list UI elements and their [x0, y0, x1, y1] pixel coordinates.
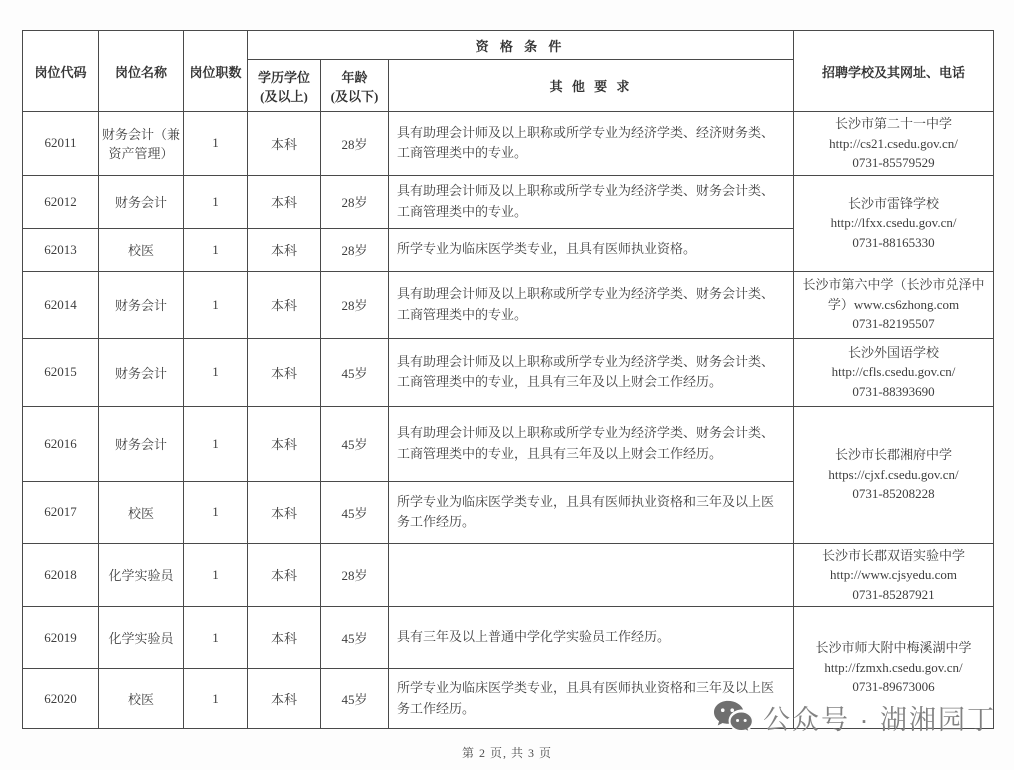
cell-count: 1 [184, 228, 248, 271]
cell-age: 45岁 [321, 406, 389, 481]
cell-school-contact [794, 406, 994, 543]
header-name: 岗位名称 [99, 31, 184, 112]
cell-age: 45岁 [321, 338, 389, 406]
school-line: 长沙市长郡湘府中学 [835, 447, 953, 463]
cell-age: 45岁 [321, 607, 389, 669]
cell-name: 化学实验员 [99, 607, 184, 669]
header-count: 岗位职数 [184, 31, 248, 112]
school-line: 长沙市雷锋学校 [848, 195, 940, 211]
table-header [23, 31, 994, 112]
cell-other-requirements: 具有助理会计师及以上职称或所学专业为经济学类、财务会计类、工商管理类中的专业，且具有三年及以上财会工作经历。 [389, 338, 794, 406]
cell-education: 本科 [248, 607, 321, 669]
cell-other-requirements: 具有助理会计师及以上职称或所学专业为经济学类、财务会计类、工商管理类中的专业。 [389, 175, 794, 228]
header-education-line1: 学历学位 [257, 69, 310, 85]
cell-code: 62020 [23, 669, 99, 729]
cell-age: 28岁 [321, 175, 389, 228]
school-line: 0731-85579529 [852, 155, 935, 170]
school-line: 0731-82195507 [852, 316, 935, 332]
school-line: 长沙外国语学校 [848, 344, 940, 360]
cell-other-requirements: 所学专业为临床医学类专业，且具有医师执业资格和三年及以上医务工作经历。 [389, 669, 794, 729]
header-row-1 [23, 31, 994, 60]
cell-age: 28岁 [321, 543, 389, 607]
cell-education: 本科 [248, 481, 321, 543]
cell-education: 本科 [248, 228, 321, 271]
school-line: 长沙市长郡双语实验中学 [822, 547, 966, 563]
cell-count: 1 [184, 481, 248, 543]
cell-age: 45岁 [321, 481, 389, 543]
watermark [712, 698, 996, 737]
cell-education: 本科 [248, 112, 321, 176]
school-line: http://cs21.csedu.gov.cn/ [829, 135, 958, 151]
cell-name: 校医 [99, 669, 184, 729]
school-line: 长沙市第六中学（长沙市兑泽中学）www.cs6zhong.com [802, 277, 985, 312]
watermark-text: 公众号 · 湖湘园丁 [763, 705, 996, 735]
school-line: 长沙市师大附中梅溪湖中学 [815, 640, 972, 656]
table-row [23, 112, 994, 176]
cell-name: 化学实验员 [99, 543, 184, 607]
cell-count: 1 [184, 669, 248, 729]
school-line: 0731-85287921 [852, 586, 935, 602]
cell-name: 校医 [99, 228, 184, 271]
cell-name: 财务会计 [99, 271, 184, 338]
cell-code: 62019 [23, 607, 99, 669]
cell-age: 28岁 [321, 271, 389, 338]
table-row [23, 543, 994, 607]
cell-code: 62015 [23, 338, 99, 406]
cell-other-requirements: 具有助理会计师及以上职称或所学专业为经济学类、财务会计类、工商管理类中的专业，且具有三年及以上财会工作经历。 [389, 406, 794, 481]
cell-code: 62012 [23, 175, 99, 228]
school-line: http://fzmxh.csedu.gov.cn/ [824, 659, 963, 675]
cell-other-requirements: 所学专业为临床医学类专业，且具有医师执业资格和三年及以上医务工作经历。 [389, 481, 794, 543]
school-line: 长沙市第二十一中学 [835, 116, 953, 131]
cell-school-contact [794, 175, 994, 271]
cell-name: 财务会计 [99, 406, 184, 481]
cell-count: 1 [184, 338, 248, 406]
cell-count: 1 [184, 607, 248, 669]
cell-school-contact [794, 543, 994, 607]
table-body [23, 112, 994, 729]
cell-age: 45岁 [321, 669, 389, 729]
school-line: 0731-88165330 [852, 234, 935, 250]
wechat-icon [712, 699, 754, 737]
cell-name: 财务会计（兼资产管理） [99, 112, 184, 176]
cell-other-requirements: 具有助理会计师及以上职称或所学专业为经济学类、财务会计类、工商管理类中的专业。 [389, 271, 794, 338]
cell-education: 本科 [248, 271, 321, 338]
cell-count: 1 [184, 112, 248, 176]
cell-other-requirements: 具有三年及以上普通中学化学实验员工作经历。 [389, 607, 794, 669]
school-line: 0731-88393690 [852, 383, 935, 399]
school-line: http://www.cjsyedu.com [830, 567, 957, 582]
cell-education: 本科 [248, 175, 321, 228]
header-other: 其 他 要 求 [389, 60, 794, 112]
page-number: 第 2 页, 共 3 页 [461, 746, 552, 760]
header-qualification-group: 资 格 条 件 [248, 31, 794, 60]
cell-age: 28岁 [321, 228, 389, 271]
cell-education: 本科 [248, 669, 321, 729]
table-row [23, 338, 994, 406]
cell-count: 1 [184, 543, 248, 607]
header-school: 招聘学校及其网址、电话 [794, 31, 994, 112]
cell-name: 财务会计 [99, 175, 184, 228]
table-row [23, 175, 994, 228]
cell-other-requirements: 所学专业为临床医学类专业，且具有医师执业资格。 [389, 228, 794, 271]
cell-code: 62011 [23, 112, 99, 176]
cell-education: 本科 [248, 543, 321, 607]
school-line: 0731-85208228 [852, 486, 935, 502]
cell-code: 62017 [23, 481, 99, 543]
cell-code: 62013 [23, 228, 99, 271]
job-table [22, 30, 994, 729]
table-row [23, 406, 994, 481]
header-age-line1: 年龄 [341, 69, 368, 85]
header-age [321, 60, 389, 112]
cell-code: 62016 [23, 406, 99, 481]
cell-school-contact [794, 271, 994, 338]
cell-education: 本科 [248, 406, 321, 481]
school-line: https://cjxf.csedu.gov.cn/ [828, 466, 959, 482]
header-code: 岗位代码 [23, 31, 99, 112]
table-row [23, 271, 994, 338]
cell-count: 1 [184, 271, 248, 338]
school-line: http://cfls.csedu.gov.cn/ [831, 364, 956, 380]
school-line: http://lfxx.csedu.gov.cn/ [830, 215, 957, 231]
cell-other-requirements: 具有助理会计师及以上职称或所学专业为经济学类、经济财务类、工商管理类中的专业。 [389, 112, 794, 176]
cell-education: 本科 [248, 338, 321, 406]
cell-age: 28岁 [321, 112, 389, 176]
cell-count: 1 [184, 175, 248, 228]
header-education [248, 60, 321, 112]
table-row [23, 607, 994, 669]
cell-name: 校医 [99, 481, 184, 543]
school-line: 0731-89673006 [852, 679, 935, 695]
cell-count: 1 [184, 406, 248, 481]
cell-code: 62014 [23, 271, 99, 338]
cell-school-contact [794, 112, 994, 176]
header-education-line2: (及以上) [260, 88, 308, 104]
header-age-line2: (及以下) [330, 88, 379, 104]
cell-name: 财务会计 [99, 338, 184, 406]
cell-school-contact [794, 338, 994, 406]
cell-other-requirements [389, 543, 794, 607]
cell-code: 62018 [23, 543, 99, 607]
